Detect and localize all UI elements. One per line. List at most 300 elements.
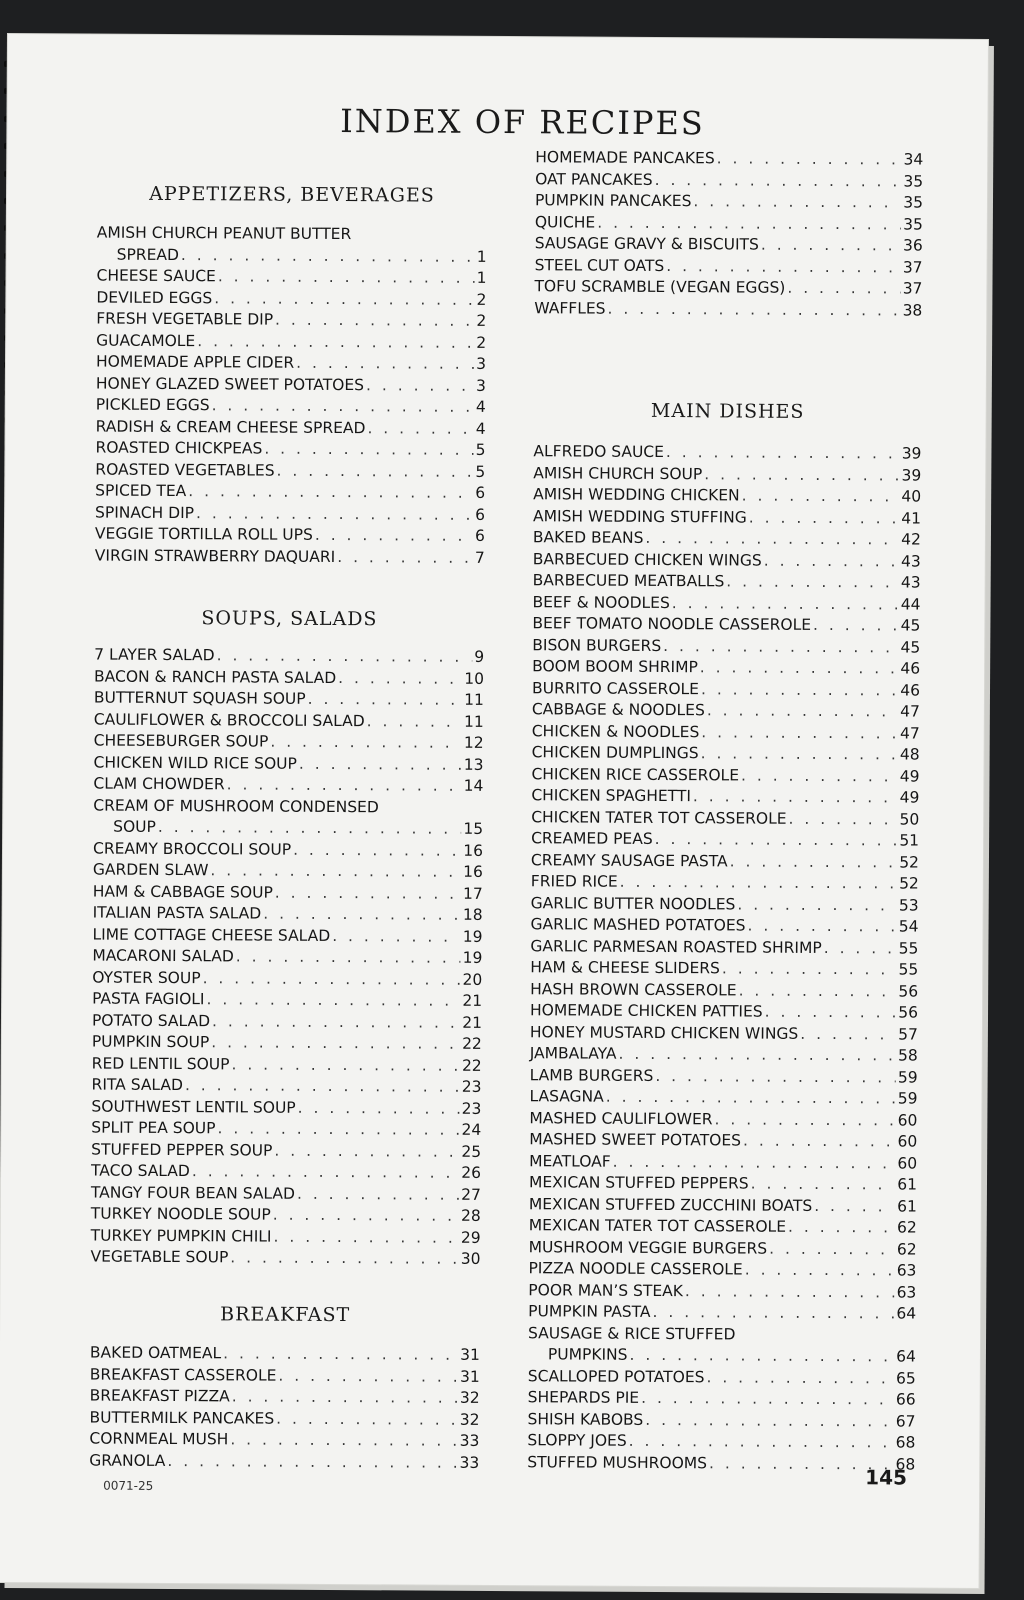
index-entry (90, 1364, 480, 1388)
dot-leader (264, 439, 473, 462)
dot-leader (672, 593, 899, 616)
index-entry (94, 688, 484, 712)
entry-name: PUMPKIN PASTA (528, 1302, 651, 1321)
dot-leader (666, 256, 901, 279)
entry-page-number: 31 (460, 1367, 480, 1386)
dot-leader (618, 1044, 896, 1067)
entry-name: HONEY GLAZED SWEET POTATOES (95, 374, 365, 394)
entry-name: CAULIFLOWER & BROCCOLI SALAD (93, 710, 365, 730)
page-number: 145 (865, 1465, 908, 1490)
entry-name: SHISH KABOBS (527, 1409, 644, 1429)
entry-page-number: 12 (463, 733, 484, 752)
entry-page-number: 65 (896, 1368, 916, 1388)
entry-page-number: 7 (474, 548, 485, 567)
index-entry (95, 459, 485, 483)
entry-page-number: 31 (460, 1345, 480, 1364)
entry-name: CABBAGE & NOODLES (531, 700, 705, 720)
entry-page-number: 55 (898, 960, 919, 979)
index-entry (90, 1386, 480, 1410)
index-entry (96, 373, 486, 397)
entry-name: BISON BURGERS (532, 635, 662, 655)
entry-name: VEGGIE TORTILLA ROLL UPS (94, 524, 313, 544)
entry-name: BUTTERMILK PANCAKES (89, 1408, 275, 1428)
dot-leader (742, 485, 900, 507)
index-entry (529, 1129, 917, 1153)
entry-page-number: 21 (462, 1013, 483, 1032)
entry-name: BARBECUED CHICKEN WINGS (532, 549, 762, 570)
entry-name: VEGETABLE SOUP (90, 1247, 229, 1267)
entry-name: RED LENTIL SOUP (91, 1054, 230, 1073)
index-entry (531, 785, 919, 809)
dot-leader (745, 1260, 895, 1282)
entry-name: TOFU SCRAMBLE (VEGAN EGGS) (534, 277, 786, 297)
entry-page-number: 6 (475, 483, 486, 502)
index-entry (532, 721, 920, 745)
entry-name: GUACAMOLE (96, 331, 196, 350)
entry-name: STUFFED MUSHROOMS (527, 1452, 708, 1472)
index-entry (528, 1280, 916, 1304)
index-entry (94, 709, 484, 733)
dot-leader (192, 1161, 460, 1184)
entry-name: SCALLOPED POTATOES (527, 1366, 705, 1386)
dot-leader (707, 700, 898, 723)
entry-page-number: 28 (461, 1206, 481, 1225)
entry-name: RADISH & CREAM CHEESE SPREAD (95, 417, 366, 437)
index-entry (95, 438, 485, 462)
dot-leader (700, 657, 899, 680)
dot-leader (788, 1217, 895, 1239)
dot-leader (273, 1226, 459, 1249)
breakfast-list (89, 1343, 480, 1474)
entry-page-number: 54 (898, 917, 919, 936)
dot-leader (278, 1365, 458, 1388)
entry-name: PUMPKIN PANCAKES (534, 191, 692, 211)
index-entry (93, 860, 483, 884)
dot-leader (704, 464, 899, 487)
dot-leader (655, 829, 898, 852)
index-entry (528, 1301, 916, 1325)
index-entry (531, 914, 919, 938)
index-entry (93, 752, 483, 776)
entry-page-number: 47 (899, 723, 920, 743)
entry-name: TURKEY NOODLE SOUP (90, 1204, 271, 1224)
breakfast-continued-list (534, 147, 923, 321)
section-heading-soups: SOUPS, SALADS (201, 607, 378, 631)
index-entry (532, 678, 920, 702)
dot-leader (232, 1386, 458, 1409)
entry-page-number: 48 (899, 745, 920, 764)
entry-page-number: 17 (462, 884, 483, 903)
entry-name: MASHED CAULIFLOWER (529, 1108, 713, 1128)
entry-page-number: 59 (897, 1067, 918, 1087)
index-entry (531, 893, 919, 917)
right-column (527, 147, 924, 1474)
dot-leader (197, 331, 474, 354)
entry-name: LIME COTTAGE CHEESE SALAD (92, 925, 331, 945)
entry-page-number: 6 (475, 526, 485, 545)
dot-leader (366, 375, 474, 397)
entry-page-number: 15 (463, 819, 484, 838)
appetizers-list (95, 223, 487, 569)
index-entry (90, 1343, 480, 1367)
left-column (89, 145, 487, 1472)
entry-name: 7 LAYER SALAD (94, 645, 215, 665)
entry-name: BUTTERNUT SQUASH SOUP (93, 688, 306, 708)
page-title: INDEX OF RECIPES (340, 102, 705, 143)
entry-name: MEXICAN STUFFED PEPPERS (528, 1173, 749, 1193)
dot-leader (167, 1451, 457, 1474)
dot-leader (308, 689, 463, 711)
entry-name: SPLIT PEA SOUP (91, 1118, 216, 1138)
index-entry (527, 1409, 915, 1433)
entry-name: GARDEN SLAW (92, 860, 209, 880)
entry-name: CHICKEN WILD RICE SOUP (93, 753, 297, 773)
entry-page-number: 16 (463, 862, 483, 881)
dot-leader (293, 839, 461, 862)
dot-leader (739, 980, 897, 1002)
entry-name: ROASTED VEGETABLES (95, 460, 275, 480)
dot-leader (706, 1367, 894, 1390)
entry-name: RITA SALAD (91, 1075, 184, 1095)
index-entry (531, 828, 919, 852)
entry-name: SPINACH DIP (95, 503, 195, 522)
dot-leader (693, 191, 901, 214)
index-entry (91, 1118, 481, 1142)
dot-leader (717, 148, 902, 171)
entry-name: BURRITO CASSEROLE (531, 678, 700, 698)
index-entry (92, 989, 482, 1013)
entry-name: CREAM OF MUSHROOM CONDENSED (93, 796, 379, 816)
dot-leader (761, 235, 901, 257)
entry-name: BREAKFAST CASSEROLE (89, 1365, 277, 1385)
entry-name: GARLIC PARMESAN ROASTED SHRIMP (530, 936, 822, 957)
entry-page-number: 43 (901, 551, 921, 571)
main-dishes-list (527, 441, 921, 1475)
index-entry (532, 592, 920, 616)
soups-list (90, 645, 484, 1271)
index-entry (529, 1086, 917, 1110)
entry-name: WAFFLES (534, 298, 606, 318)
entry-name: PUMPKIN SOUP (91, 1032, 210, 1052)
entry-page-number: 14 (463, 776, 484, 795)
entry-page-number: 1 (476, 247, 487, 266)
dot-leader (666, 442, 900, 465)
entry-page-number: 10 (464, 669, 485, 688)
dot-leader (185, 1075, 460, 1098)
dot-leader (227, 774, 462, 797)
dot-leader (597, 212, 901, 235)
entry-page-number: 39 (901, 444, 922, 463)
dot-leader (188, 481, 473, 504)
index-entry (93, 774, 483, 798)
index-entry (531, 807, 919, 831)
dot-leader (299, 753, 462, 775)
dot-leader (743, 1131, 896, 1153)
entry-page-number: 34 (903, 150, 924, 169)
index-entry (93, 838, 483, 862)
entry-name: CHICKEN SPAGHETTI (531, 786, 691, 806)
entry-name: QUICHE (534, 212, 596, 232)
entry-name: CORNMEAL MUSH (89, 1429, 229, 1449)
entry-page-number: 50 (899, 809, 920, 829)
index-entry (89, 1429, 479, 1453)
entry-name-continued: PUMPKINS (547, 1345, 628, 1364)
index-entry (92, 924, 482, 948)
entry-name: SAUSAGE GRAVY & BISCUITS (534, 234, 759, 254)
entry-page-number: 55 (898, 938, 919, 958)
index-entry (533, 570, 921, 594)
entry-page-number: 60 (897, 1132, 918, 1151)
entry-page-number: 6 (475, 505, 486, 524)
entry-name-continued: SOUP (113, 817, 156, 836)
dot-leader (701, 743, 898, 766)
index-entry (535, 212, 923, 236)
entry-name: JAMBALAYA (529, 1044, 617, 1063)
entry-name: SOUTHWEST LENTIL SOUP (91, 1097, 296, 1117)
index-entry (530, 1065, 918, 1089)
entry-page-number: 32 (459, 1410, 480, 1429)
entry-name: CHICKEN & NOODLES (531, 721, 700, 741)
entry-page-number: 23 (461, 1099, 482, 1118)
dot-leader (749, 507, 900, 529)
entry-page-number: 4 (475, 419, 486, 438)
dot-leader (217, 645, 473, 668)
entry-page-number: 33 (459, 1453, 480, 1472)
entry-name: PIZZA NOODLE CASSEROLE (528, 1259, 743, 1279)
entry-page-number: 18 (462, 905, 483, 924)
dot-leader (367, 418, 473, 440)
dot-leader (206, 989, 460, 1012)
index-entry (96, 287, 486, 311)
index-entry (95, 545, 485, 569)
dot-leader (629, 1431, 894, 1454)
entry-page-number: 62 (896, 1218, 917, 1237)
entry-name: CREAMY SAUSAGE PASTA (530, 850, 728, 870)
dot-leader (367, 711, 463, 733)
entry-name: BEEF TOMATO NOODLE CASSEROLE (532, 614, 812, 634)
entry-page-number: 30 (460, 1249, 481, 1268)
index-entry (529, 1194, 917, 1218)
index-entry (97, 223, 487, 247)
entry-name: POTATO SALAD (91, 1011, 211, 1030)
index-entry (534, 276, 922, 300)
dot-leader (655, 1065, 896, 1088)
entry-page-number: 25 (461, 1142, 482, 1161)
entry-page-number: 13 (463, 755, 484, 774)
dot-leader (181, 245, 475, 268)
dot-leader (730, 851, 898, 874)
index-entry (529, 1237, 917, 1261)
index-entry (535, 233, 923, 257)
index-entry (91, 1139, 481, 1163)
dot-leader (722, 958, 897, 981)
entry-name: CHEESE SAUCE (96, 266, 216, 286)
index-entry (528, 1387, 916, 1411)
dot-leader (270, 732, 462, 755)
dot-leader (276, 1408, 458, 1431)
dot-leader (715, 1109, 896, 1132)
entry-page-number: 60 (897, 1153, 918, 1173)
index-entry (92, 946, 482, 970)
entry-page-number: 64 (896, 1347, 916, 1366)
index-entry (532, 742, 920, 766)
index-entry (533, 484, 921, 508)
index-entry (533, 463, 921, 487)
entry-name: ALFREDO SAUCE (533, 442, 664, 462)
entry-page-number: 38 (902, 300, 923, 320)
entry-name: MEXICAN STUFFED ZUCCHINI BOATS (528, 1194, 813, 1215)
entry-name: BREAKFAST PIZZA (89, 1386, 230, 1406)
dot-leader (663, 636, 898, 659)
index-entry (95, 481, 485, 505)
entry-page-number: 68 (895, 1433, 916, 1452)
dot-leader (800, 1023, 896, 1045)
dot-leader (701, 679, 898, 702)
dot-leader (212, 395, 474, 418)
entry-page-number: 46 (900, 680, 921, 700)
entry-page-number: 43 (900, 573, 921, 592)
entry-page-number: 5 (475, 440, 486, 459)
entry-page-number: 47 (900, 702, 920, 721)
entry-page-number: 22 (462, 1034, 482, 1053)
entry-page-number: 40 (901, 487, 922, 506)
entry-page-number: 3 (476, 354, 487, 373)
dot-leader (606, 1087, 896, 1110)
dot-leader (655, 169, 902, 192)
dot-leader (613, 1151, 896, 1174)
index-entry (92, 1053, 482, 1077)
dot-leader (236, 946, 461, 969)
entry-page-number: 56 (898, 1003, 919, 1022)
index-entry (89, 1450, 479, 1474)
dot-leader (814, 1195, 895, 1217)
index-entry (534, 298, 922, 322)
entry-page-number: 32 (459, 1388, 480, 1407)
index-entry (96, 416, 486, 440)
section-heading-breakfast: BREAKFAST (220, 1303, 351, 1327)
index-entry (535, 255, 923, 279)
dot-leader (764, 550, 899, 572)
dot-leader (620, 872, 898, 895)
entry-page-number: 59 (897, 1089, 918, 1108)
index-entry-continued (97, 244, 487, 268)
dot-leader (218, 266, 475, 289)
entry-name: BACON & RANCH PASTA SALAD (94, 667, 337, 687)
entry-name: GARLIC MASHED POTATOES (530, 915, 746, 935)
entry-name: OAT PANCAKES (535, 169, 653, 189)
entry-page-number: 63 (896, 1282, 917, 1302)
index-entry (92, 1010, 482, 1034)
dot-leader (629, 1345, 894, 1368)
dot-leader (275, 882, 461, 905)
entry-page-number: 57 (898, 1024, 918, 1044)
index-entry (530, 1000, 918, 1024)
entry-name: LAMB BURGERS (529, 1065, 654, 1085)
entry-name: FRIED RICE (530, 872, 618, 891)
dot-leader (315, 525, 473, 547)
entry-name: LASAGNA (529, 1087, 604, 1106)
index-entry (92, 1075, 482, 1099)
entry-page-number: 35 (903, 193, 924, 212)
section-heading-appetizers: APPETIZERS, BEVERAGES (149, 182, 435, 207)
index-entry (96, 309, 486, 333)
entry-name: VIRGIN STRAWBERRY DAQUARI (94, 546, 336, 566)
index-entry (93, 903, 483, 927)
entry-page-number: 9 (474, 647, 485, 666)
index-entry (530, 1043, 918, 1067)
entry-name: TANGY FOUR BEAN SALAD (90, 1183, 296, 1203)
entry-name: PASTA FAGIOLI (92, 989, 205, 1009)
entry-page-number: 41 (901, 508, 922, 528)
entry-page-number: 67 (895, 1411, 916, 1431)
entry-page-number: 62 (896, 1239, 917, 1259)
dot-leader (788, 808, 897, 830)
index-entry (529, 1151, 917, 1175)
entry-page-number: 5 (475, 462, 486, 481)
index-entry (92, 967, 482, 991)
dot-leader (275, 310, 474, 333)
index-entry (94, 645, 484, 669)
entry-name: CHICKEN TATER TOT CASSEROLE (531, 807, 787, 828)
dot-leader (747, 916, 896, 938)
entry-name: STUFFED PEPPER SOUP (91, 1140, 273, 1160)
entry-name: HAM & CHEESE SLIDERS (530, 958, 720, 978)
entry-page-number: 66 (895, 1390, 916, 1409)
entry-page-number: 49 (899, 766, 920, 786)
entry-name: MASHED SWEET POTATOES (529, 1130, 742, 1150)
dot-leader (765, 1002, 897, 1024)
entry-page-number: 56 (898, 981, 919, 1001)
dot-leader (701, 722, 898, 745)
dot-leader (212, 1011, 460, 1034)
index-entry (529, 1108, 917, 1132)
entry-name: CREAMED PEAS (531, 829, 653, 848)
dot-leader (273, 1205, 459, 1228)
index-entry (528, 1258, 916, 1282)
entry-page-number: 52 (899, 852, 920, 872)
entry-page-number: 36 (902, 236, 923, 255)
index-entry (96, 352, 486, 376)
dot-leader (230, 1429, 457, 1452)
entry-name: TURKEY PUMPKIN CHILI (90, 1226, 272, 1246)
entry-page-number: 58 (897, 1046, 918, 1065)
dot-leader (274, 1140, 459, 1163)
entry-page-number: 22 (461, 1056, 482, 1075)
entry-page-number: 42 (901, 530, 921, 549)
entry-name: SAUSAGE & RICE STUFFED (528, 1323, 736, 1343)
entry-page-number: 44 (900, 594, 921, 614)
entry-page-number: 37 (902, 279, 923, 298)
dot-leader (231, 1054, 460, 1077)
entry-page-number: 61 (897, 1196, 917, 1216)
dot-leader (769, 1238, 895, 1260)
entry-name: MACARONI SALAD (92, 946, 234, 966)
entry-page-number: 11 (464, 690, 484, 709)
index-entry (527, 1430, 915, 1454)
index-entry (533, 506, 921, 530)
entry-name: ROASTED CHICKPEAS (95, 438, 263, 458)
entry-page-number: 39 (901, 465, 922, 485)
dot-leader (223, 1343, 458, 1366)
entry-page-number: 68 (895, 1454, 916, 1474)
entry-page-number: 35 (903, 171, 924, 191)
entry-page-number: 64 (896, 1304, 917, 1323)
dot-leader (824, 938, 897, 960)
index-entry-continued (528, 1344, 916, 1368)
entry-page-number: 53 (898, 895, 919, 915)
index-entry (91, 1161, 481, 1185)
entry-name: CHEESEBURGER SOUP (93, 731, 269, 751)
